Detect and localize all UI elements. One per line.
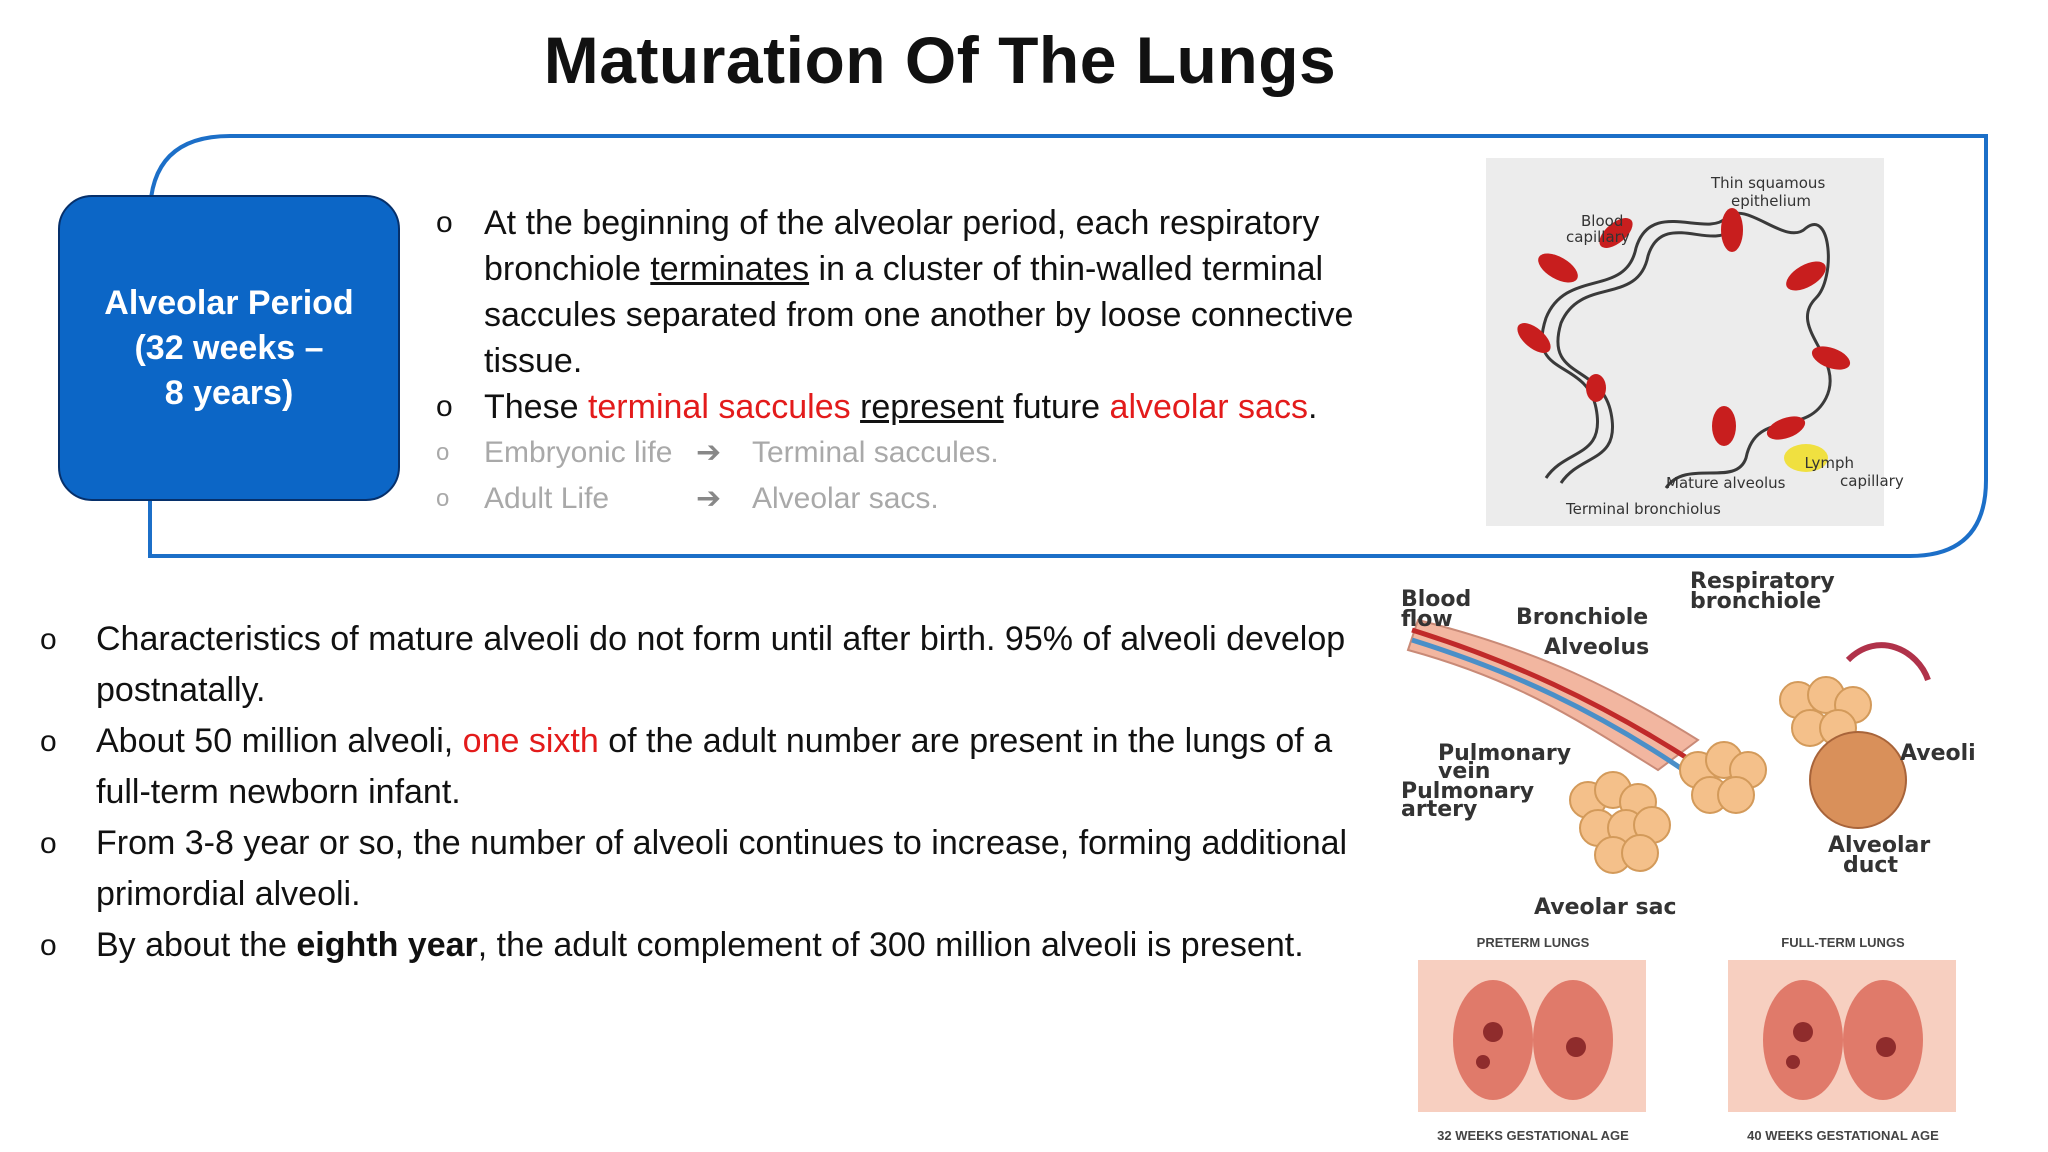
list-item	[40, 920, 1385, 971]
bullet-text: From 3-8 year or so, the number of alveoli continues to increase, forming additional primordial alveoli.	[96, 824, 1348, 913]
svg-text:Aveolar sac: Aveolar sac	[1534, 895, 1677, 920]
bottom-bullet-list	[40, 614, 1385, 971]
bullet-text: At the beginning of the alveolar period, each respiratory bronchiole	[484, 204, 1320, 288]
svg-text:capillary: capillary	[1566, 228, 1630, 246]
bullet-marker: o	[40, 827, 57, 860]
svg-text:duct: duct	[1843, 853, 1898, 878]
lungs-comparison-image	[1398, 922, 2010, 1150]
preterm-title: PRETERM LUNGS	[1476, 935, 1590, 950]
bullet-text: in a cluster of thin-walled terminal saccules separated from one another by loose connective tissue.	[484, 250, 1354, 380]
period-range-start: (32 weeks –	[134, 328, 324, 367]
highlight-term: terminal saccules	[587, 388, 851, 426]
stage-result: Alveolar sacs.	[752, 482, 939, 515]
bullet-text: .	[1307, 388, 1318, 426]
underlined-term: represent	[860, 388, 1004, 426]
list-item	[40, 716, 1385, 818]
arrow-icon: ➔	[696, 482, 722, 515]
bullet-marker: o	[436, 390, 453, 423]
bullet-text: By about the	[96, 926, 297, 964]
svg-text:Pulmonary: Pulmonary	[1438, 741, 1572, 766]
top-bullet-list	[432, 200, 1432, 522]
period-range-end: 8 years)	[164, 373, 294, 412]
svg-text:Aveoli: Aveoli	[1900, 741, 1976, 766]
svg-text:Terminal bronchiolus: Terminal bronchiolus	[1566, 500, 1721, 518]
alveoli-anatomy-diagram	[1398, 570, 2010, 920]
slide-title: Maturation Of The Lungs	[543, 23, 1337, 97]
fullterm-title: FULL-TERM LUNGS	[1781, 935, 1905, 950]
bullet-marker: o	[436, 206, 453, 239]
stage-result: Terminal saccules.	[752, 436, 999, 469]
svg-text:flow: flow	[1401, 607, 1453, 632]
stage-label: Adult Life	[484, 482, 610, 515]
list-item	[40, 818, 1385, 920]
alveolar-period-box	[58, 195, 400, 501]
svg-text:Mature alveolus: Mature alveolus	[1666, 474, 1786, 492]
svg-text:Bronchiole: Bronchiole	[1516, 605, 1649, 630]
svg-text:epithelium: epithelium	[1731, 192, 1811, 210]
bullet-text: , the adult complement of 300 million alveoli is present.	[477, 926, 1304, 964]
arrow-icon: ➔	[696, 436, 722, 469]
bold-term: eighth year	[296, 926, 478, 964]
bullet-marker: o	[40, 623, 57, 656]
bullet-marker: o	[40, 929, 57, 962]
bullet-text: About 50 million alveoli,	[96, 722, 463, 760]
stage-label: Embryonic life	[484, 436, 673, 469]
preterm-caption: 32 WEEKS GESTATIONAL AGE	[1437, 1128, 1629, 1143]
svg-text:Alveolus: Alveolus	[1544, 635, 1650, 660]
list-item	[432, 384, 1432, 430]
highlight-term: alveolar sacs	[1109, 388, 1308, 426]
period-title: Alveolar Period	[104, 283, 354, 322]
svg-text:Thin squamous: Thin squamous	[1711, 174, 1826, 192]
bullet-text: of the adult number are present in the lungs of a full-term newborn infant.	[96, 722, 1333, 811]
fullterm-caption: 40 WEEKS GESTATIONAL AGE	[1747, 1128, 1939, 1143]
list-item	[432, 200, 1432, 384]
svg-text:Pulmonary: Pulmonary	[1401, 779, 1535, 804]
bullet-text	[851, 388, 860, 426]
svg-text:Respiratory: Respiratory	[1690, 569, 1835, 594]
svg-text:artery: artery	[1401, 797, 1478, 822]
list-item	[40, 614, 1385, 716]
underlined-term: terminates	[650, 250, 810, 288]
terminal-saccule-diagram	[1486, 158, 1904, 526]
svg-text:bronchiole: bronchiole	[1690, 589, 1822, 614]
list-item	[432, 476, 1432, 522]
svg-text:Blood: Blood	[1581, 212, 1624, 230]
bullet-marker: o	[436, 485, 450, 512]
svg-text:Lymph: Lymph	[1804, 454, 1854, 472]
bullet-text: Characteristics of mature alveoli do not form until after birth. 95% of alveoli develop postnatally.	[96, 620, 1346, 709]
bullet-marker: o	[436, 439, 450, 466]
svg-text:Alveolar: Alveolar	[1828, 833, 1931, 858]
bullet-text: future	[1003, 388, 1110, 426]
svg-text:Blood: Blood	[1401, 587, 1472, 612]
svg-text:vein: vein	[1438, 759, 1491, 784]
list-item	[432, 430, 1432, 476]
highlight-term: one sixth	[462, 722, 599, 760]
bullet-text: These	[484, 388, 588, 426]
bullet-marker: o	[40, 725, 57, 758]
svg-text:capillary: capillary	[1840, 472, 1904, 490]
